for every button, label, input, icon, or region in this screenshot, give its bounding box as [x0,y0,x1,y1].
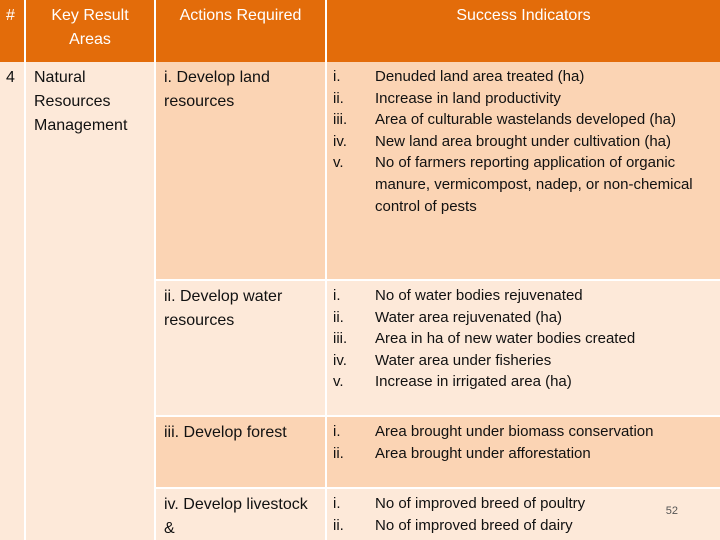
indicator-text: No of farmers reporting application of organic manure, vermicompost, nadep, or non-chemical control of pests [375,154,693,215]
action-develop-land: i. Develop land resources [155,62,326,280]
action-develop-water: ii. Develop water resources [155,280,326,416]
row-number: 4 [0,62,25,540]
action-develop-livestock: iv. Develop livestock & [155,488,326,540]
indicator-text: New land area brought under cultivation (ha) [375,132,672,150]
indicator-numeral: v. [333,373,344,391]
indicator-numeral: iii. [333,330,348,348]
indicator-text: No of water bodies rejuvenated [375,287,583,304]
indicator-text: Area in ha of new water bodies created [375,330,636,348]
page-number: 52 [665,505,678,517]
indicators-land [326,62,720,280]
indicator-text: Increase in irrigated area (ha) [375,373,572,391]
header-success-indicators: Success Indicators [326,0,720,62]
header-key-result-areas: Key Result Areas [25,0,155,62]
indicator-text: Increase in land productivity [375,89,561,107]
indicator-text: Water area under fisheries [375,351,552,369]
indicators-water [326,280,720,416]
indicators-forest [326,416,720,488]
key-result-area: Natural Resources Management [25,62,155,540]
header-actions-required: Actions Required [155,0,326,62]
indicator-text: No of improved breed of poultry [375,495,586,512]
indicator-numeral: iv. [333,351,347,369]
indicator-text: Area of culturable wastelands developed (ha) [375,111,677,129]
indicator-text: No of improved breed of dairy [375,516,573,534]
indicator-text: Area brought under afforestation [375,444,591,462]
indicator-numeral: iv. [333,132,347,150]
header-num: # [0,0,25,62]
indicator-numeral: i. [333,495,341,512]
indicator-numeral: v. [333,154,344,172]
indicator-numeral: ii. [333,89,344,107]
table-header-row [0,0,720,62]
indicator-numeral: i. [333,287,341,304]
action-develop-forest: iii. Develop forest [155,416,326,488]
table-row [0,62,720,280]
indicators-livestock [326,488,720,540]
indicator-text: Water area rejuvenated (ha) [375,308,563,326]
indicator-text: Area brought under biomass conservation [375,423,654,440]
indicator-numeral: i. [333,423,341,440]
indicator-text: Denuded land area treated (ha) [375,68,585,85]
indicator-numeral: ii. [333,444,344,462]
indicator-numeral: ii. [333,516,344,534]
indicator-numeral: iii. [333,111,348,129]
indicator-numeral: i. [333,68,341,85]
indicator-numeral: ii. [333,308,344,326]
